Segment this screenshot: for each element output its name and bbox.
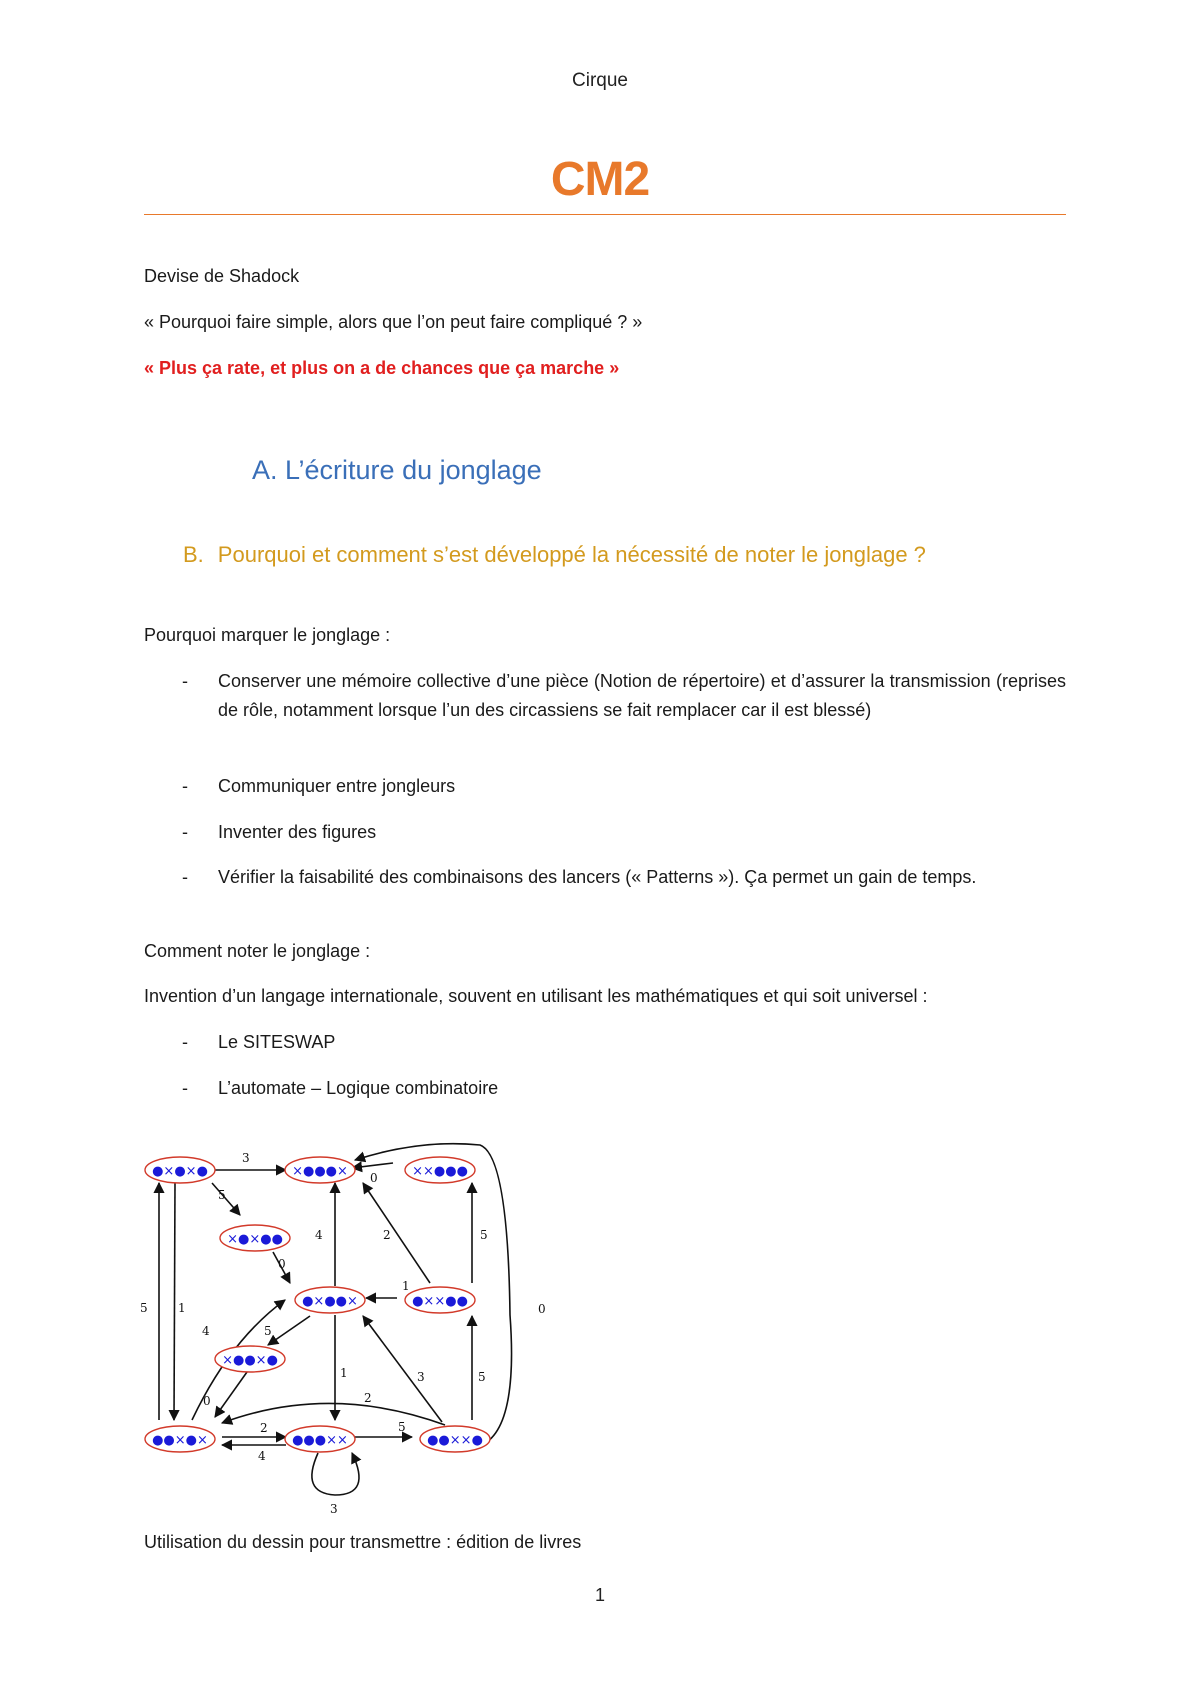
state-node [285, 1157, 355, 1183]
state-node [405, 1287, 475, 1313]
svg-text:●×●●×: ●×●●× [302, 1294, 358, 1309]
why-item: Vérifier la faisabilité des combinaisons des lancers (« Patterns »). Ça permet un gain de temps. [218, 867, 977, 887]
section-a-heading: A. L’écriture du jonglage [252, 455, 542, 485]
how-item: L’automate – Logique combinatoire [218, 1078, 499, 1098]
svg-text:××●●●: ××●●● [412, 1164, 468, 1179]
section-b-title: Pourquoi et comment s’est développé la nécessité de noter le jonglage ? [217, 542, 926, 567]
juggling-state-automaton-diagram [140, 1135, 560, 1535]
section-b-heading [183, 542, 926, 568]
why-label: Pourquoi marquer le jonglage : [144, 625, 391, 645]
svg-text:1: 1 [402, 1279, 410, 1293]
svg-text:5: 5 [478, 1370, 486, 1384]
motto-label: Devise de Shadock [144, 266, 300, 286]
why-item: Inventer des figures [218, 822, 377, 842]
svg-text:●●××●: ●●××● [427, 1433, 483, 1448]
svg-text:2: 2 [364, 1391, 372, 1405]
svg-text:0: 0 [370, 1171, 378, 1185]
svg-text:4: 4 [315, 1228, 323, 1242]
state-node [420, 1426, 490, 1452]
motto-quote-2: « Plus ça rate, et plus on a de chances que ça marche » [144, 358, 620, 378]
header-title: Cirque [572, 70, 628, 91]
state-node [295, 1287, 365, 1313]
svg-text:×●×●●: ×●×●● [227, 1232, 283, 1247]
svg-text:0: 0 [203, 1394, 211, 1408]
svg-text:5: 5 [218, 1188, 226, 1202]
svg-text:×●●×●: ×●●×● [222, 1353, 278, 1368]
list-bullet: - [182, 867, 188, 887]
why-item: Conserver une mémoire collective d’une pièce (Notion de répertoire) et d’assurer la transmission (reprises de rôle, notamment lorsque l’un des circassiens se fait remplacer car il est blessé) [218, 671, 1066, 720]
state-node [220, 1225, 290, 1251]
diagram-edge-labels [140, 1151, 546, 1516]
state-node [145, 1426, 215, 1452]
svg-text:×●●●×: ×●●●× [292, 1164, 348, 1179]
svg-text:5: 5 [264, 1324, 272, 1338]
list-bullet: - [182, 1078, 188, 1098]
svg-text:2: 2 [383, 1228, 391, 1242]
title-divider [144, 214, 1066, 215]
motto-quote-1: « Pourquoi faire simple, alors que l’on peut faire compliqué ? » [144, 312, 643, 332]
state-node [405, 1157, 475, 1183]
diagram-states [145, 1157, 490, 1452]
svg-text:5: 5 [480, 1228, 488, 1242]
how-intro: Invention d’un langage internationale, souvent en utilisant les mathématiques et qui soit universel : [144, 986, 928, 1006]
svg-text:3: 3 [242, 1151, 250, 1165]
svg-text:0: 0 [538, 1302, 546, 1316]
list-bullet: - [182, 822, 188, 842]
svg-text:0: 0 [278, 1257, 286, 1271]
document-title: CM2 [550, 153, 650, 206]
state-node [145, 1157, 215, 1183]
svg-text:4: 4 [258, 1449, 266, 1463]
state-node [215, 1346, 285, 1372]
how-item: Le SITESWAP [218, 1032, 336, 1052]
list-bullet: - [182, 671, 188, 691]
svg-text:3: 3 [330, 1502, 338, 1516]
list-bullet: - [182, 776, 188, 796]
svg-text:5: 5 [398, 1420, 406, 1434]
list-bullet: - [182, 1032, 188, 1052]
svg-text:●●×●×: ●●×●× [152, 1433, 208, 1448]
state-node [285, 1426, 355, 1452]
svg-text:4: 4 [202, 1324, 210, 1338]
svg-text:●××●●: ●××●● [412, 1294, 468, 1309]
page-number: 1 [594, 1585, 605, 1605]
svg-text:●●●××: ●●●×× [292, 1433, 348, 1448]
diagram-caption: Utilisation du dessin pour transmettre : édition de livres [144, 1532, 582, 1552]
how-label: Comment noter le jonglage : [144, 941, 371, 961]
svg-text:2: 2 [260, 1421, 268, 1435]
svg-text:●×●×●: ●×●×● [152, 1164, 208, 1179]
svg-text:3: 3 [417, 1370, 425, 1384]
svg-text:5: 5 [140, 1301, 148, 1315]
section-b-letter: B. [183, 542, 204, 567]
svg-text:1: 1 [340, 1366, 348, 1380]
why-item: Communiquer entre jongleurs [218, 776, 456, 796]
svg-text:1: 1 [178, 1301, 186, 1315]
